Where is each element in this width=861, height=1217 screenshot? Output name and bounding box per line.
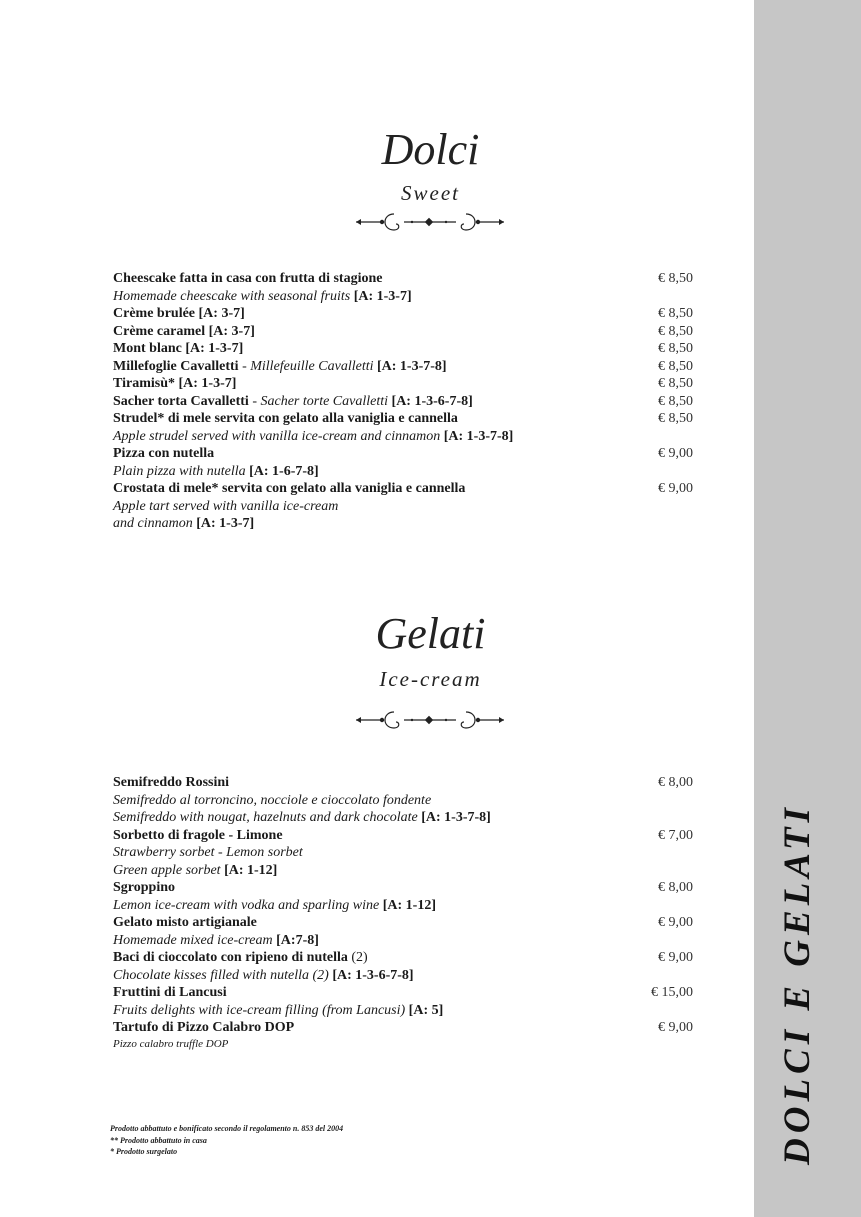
item-price: € 9,00 xyxy=(658,1020,693,1035)
item-name: Baci di cioccolato con ripieno di nutella xyxy=(113,950,348,965)
footnote-line: ** Prodotto abbattuto in casa xyxy=(110,1135,207,1145)
gelati-subtitle: Ice-cream xyxy=(379,667,482,691)
item-allergens: [A: 1-3-6-7-8] xyxy=(332,967,414,983)
item-name: Semifreddo Rossini xyxy=(113,775,230,790)
item-allergens: [A: 1-12] xyxy=(382,897,436,913)
item-allergens: [A: 1-3-7] xyxy=(196,516,255,531)
item-name: Crème caramel [A: 3-7] xyxy=(113,323,255,339)
item-allergens: [A: 1-3-7] xyxy=(353,288,412,304)
item-name: Pizza con nutella xyxy=(113,446,215,461)
item-allergens: [A: 1-3-7-8] xyxy=(377,358,447,374)
item-price: € 8,50 xyxy=(658,271,693,286)
item-alt-name: - Sacher torte Cavalletti xyxy=(252,393,392,409)
footnote-line: * Prodotto surgelato xyxy=(110,1147,178,1156)
item-price: € 7,00 xyxy=(658,827,693,843)
list-item xyxy=(113,358,693,376)
list-item xyxy=(113,827,693,880)
list-item xyxy=(113,323,693,341)
item-price: € 8,50 xyxy=(658,341,693,356)
item-desc: Fruits delights with ice-cream filling (from Lancusi) xyxy=(113,1002,409,1018)
list-item xyxy=(113,480,693,533)
list-item xyxy=(113,375,693,393)
ornament-divider-icon xyxy=(354,710,506,730)
item-name: Strudel* di mele servita con gelato alla vaniglia e cannella xyxy=(113,411,458,426)
item-desc-2: Semifreddo with nougat, hazelnuts and dark chocolate xyxy=(113,810,422,825)
item-alt-name: - Millefeuille Cavalletti xyxy=(238,358,377,374)
item-desc: Homemade mixed ice-cream xyxy=(113,932,277,948)
item-desc: Homemade cheescake with seasonal fruits xyxy=(113,288,351,304)
item-desc: Pizzo calabro truffle DOP xyxy=(113,1037,229,1050)
item-price: € 8,50 xyxy=(658,393,693,409)
item-allergens: [A: 1-3-7-8] xyxy=(443,428,514,444)
list-item xyxy=(113,949,693,984)
list-item xyxy=(113,340,693,358)
list-item xyxy=(113,774,693,827)
item-allergens: [A: 1-6-7-8] xyxy=(249,463,319,479)
dolci-list xyxy=(113,270,693,533)
footnotes xyxy=(110,1123,343,1158)
item-desc: Strawberry sorbet - Lemon sorbet xyxy=(113,845,303,860)
item-price: € 15,00 xyxy=(651,985,693,1000)
item-desc: Plain pizza with nutella xyxy=(113,463,250,479)
list-item xyxy=(113,410,693,445)
item-price: € 8,50 xyxy=(658,376,693,391)
list-item xyxy=(113,984,693,1019)
item-desc: Apple tart served with vanilla ice-cream xyxy=(113,498,339,514)
item-price: € 9,00 xyxy=(658,950,693,965)
item-desc-2: Green apple sorbet xyxy=(113,862,225,878)
list-item xyxy=(113,270,693,305)
list-item xyxy=(113,1019,693,1051)
item-name: Tartufo di Pizzo Calabro DOP xyxy=(113,1020,295,1035)
item-name: Mont blanc [A: 1-3-7] xyxy=(113,341,244,356)
item-desc: Lemon ice-cream with vodka and sparling wine xyxy=(113,897,383,913)
list-item xyxy=(113,305,693,323)
item-price: € 8,50 xyxy=(658,411,693,426)
item-name: Sgroppino xyxy=(113,880,175,895)
item-name-suffix: (2) xyxy=(347,950,368,965)
item-price: € 9,00 xyxy=(658,446,693,461)
item-desc: Chocolate kisses filled with nutella (2) xyxy=(113,967,333,983)
ornament-divider-icon xyxy=(354,212,506,232)
item-price: € 8,00 xyxy=(658,880,693,895)
item-price: € 8,50 xyxy=(658,323,693,339)
item-price: € 8,50 xyxy=(658,358,693,374)
dolci-subtitle: Sweet xyxy=(401,181,460,205)
item-desc: Semifreddo al torroncino, nocciole e cioccolato fondente xyxy=(113,792,432,808)
item-allergens: [A:7-8] xyxy=(276,932,319,948)
item-price: € 8,50 xyxy=(658,306,693,321)
item-name: Crème brulée [A: 3-7] xyxy=(113,306,245,321)
item-name: Tiramisù* [A: 1-3-7] xyxy=(113,376,237,391)
item-name: Millefoglie Cavalletti xyxy=(113,358,239,374)
dolci-title: Dolci xyxy=(381,125,480,174)
item-price: € 9,00 xyxy=(658,481,693,496)
gelati-list xyxy=(113,774,693,1051)
item-name: Sorbetto di fragole - Limone xyxy=(113,827,283,843)
item-price: € 8,00 xyxy=(658,775,693,790)
gelati-title: Gelati xyxy=(375,609,486,658)
item-allergens: [A: 1-12] xyxy=(224,862,278,878)
item-desc: Apple strudel served with vanilla ice-cream and cinnamon xyxy=(113,428,444,444)
footnote-line: Prodotto abbattuto e bonificato secondo il regolamento n. 853 del 2004 xyxy=(110,1124,344,1133)
item-name: Cheescake fatta in casa con frutta di stagione xyxy=(113,271,383,286)
item-name: Fruttini di Lancusi xyxy=(113,985,227,1000)
item-name: Gelato misto artigianale xyxy=(113,915,257,930)
item-price: € 9,00 xyxy=(658,915,693,930)
item-name: Sacher torta Cavalletti xyxy=(113,393,253,409)
item-allergens: [A: 1-3-7-8] xyxy=(421,810,491,825)
item-allergens: [A: 1-3-6-7-8] xyxy=(391,393,473,409)
item-desc-2: and cinnamon xyxy=(113,516,197,531)
item-name: Crostata di mele* servita con gelato alla vaniglia e cannella xyxy=(113,481,466,496)
list-item xyxy=(113,914,693,949)
item-allergens: [A: 5] xyxy=(408,1002,444,1018)
list-item xyxy=(113,879,693,914)
sidebar-title: DOLCI E GELATI xyxy=(777,803,818,1165)
list-item xyxy=(113,393,693,411)
list-item xyxy=(113,445,693,480)
